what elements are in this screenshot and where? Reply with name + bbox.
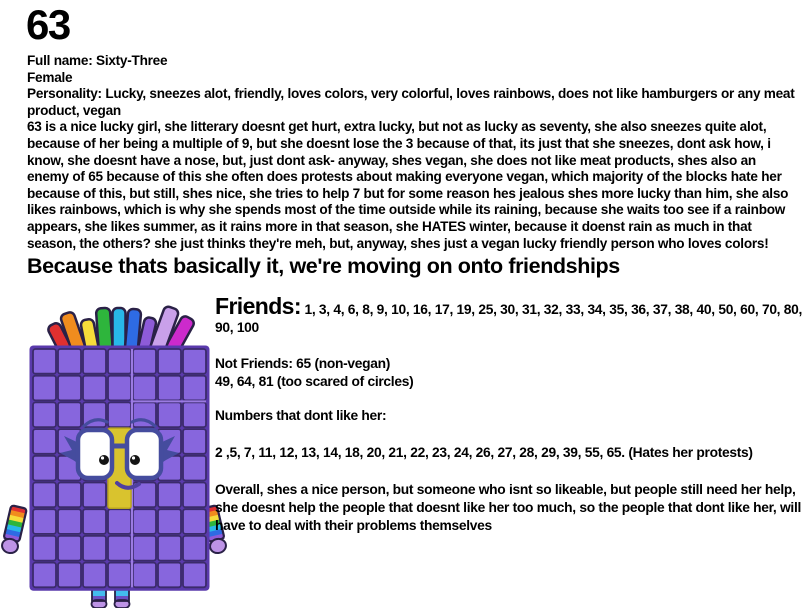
not-friends-line-1: Not Friends: 65 (non-vegan)	[215, 356, 391, 371]
character-lens-right	[127, 430, 161, 478]
bio-paragraph: 63 is a nice lucky girl, she litterary doesnt get hurt, extra lucky, but not as lucky as seventy, she also sneezes quite alot, because of her being a multiple of 9, but she doesnt lose the 3 because of that, its just that she sneezes, dont ask how, i know, she doesnt have a nose, but, just dont ask- anyway, shes vegan, she does not like meat products, shes also an enemy of 65 because of this she often does protests about making everyone vegan, which majority of the blocks hate her because of this, but still, shes nice, she tries to help 7 but for some reason hes jealous shes more lucky than him, she also likes rainbows, which is why she spends most of the time outside while its raining, because she waits too see if a rainbow appears, she likes summer, as it rains more in that season, she HATES winter, because it doenst rain as much in that season, the others? she just thinks they're meh, but, anyway, shes just a vegan lucky friendly person who loves colors!	[27, 119, 789, 251]
profile-header	[26, 1, 797, 252]
overall-paragraph: Overall, shes a nice person, but someone who isnt so likeable, but people still need her help, she doesnt help the people that doesnt like her too much, so the people that dont like her, will have to deal with their problems themselves	[215, 482, 802, 533]
character-pupil-left	[99, 455, 109, 465]
transition-heading: Because thats basically it, we're moving on onto friendships	[27, 254, 620, 278]
dislike-numbers: 2 ,5, 7, 11, 12, 13, 14, 18, 20, 21, 22, 23, 24, 26, 27, 28, 29, 39, 55, 65. (Hates her protests)	[215, 445, 753, 460]
personality-line: Personality: Lucky, sneezes alot, friendly, loves colors, very colorful, loves rainbows, does not like hamburgers or any meat product, vegan	[27, 86, 795, 118]
not-friends-block	[215, 355, 803, 391]
friends-line	[215, 293, 803, 337]
friendships-section	[215, 293, 803, 535]
page-title: 63	[26, 1, 70, 48]
friends-numbers: 1, 3, 4, 6, 8, 9, 10, 16, 17, 19, 25, 30, 31, 32, 33, 34, 35, 36, 37, 38, 40, 50, 60, 70, 80, 90, 100	[215, 302, 803, 335]
full-name-line: Full name: Sixty-Three	[27, 53, 168, 68]
not-friends-line-2: 49, 64, 81 (too scared of circles)	[215, 374, 414, 389]
dislike-heading: Numbers that dont like her:	[215, 408, 387, 423]
gender-line: Female	[27, 69, 73, 85]
character-arm-left	[1, 505, 27, 554]
character-pupil-right	[130, 455, 140, 465]
friends-label: Friends:	[215, 293, 301, 319]
character-lens-left	[78, 430, 112, 478]
numberblock-63-illustration	[0, 295, 232, 608]
